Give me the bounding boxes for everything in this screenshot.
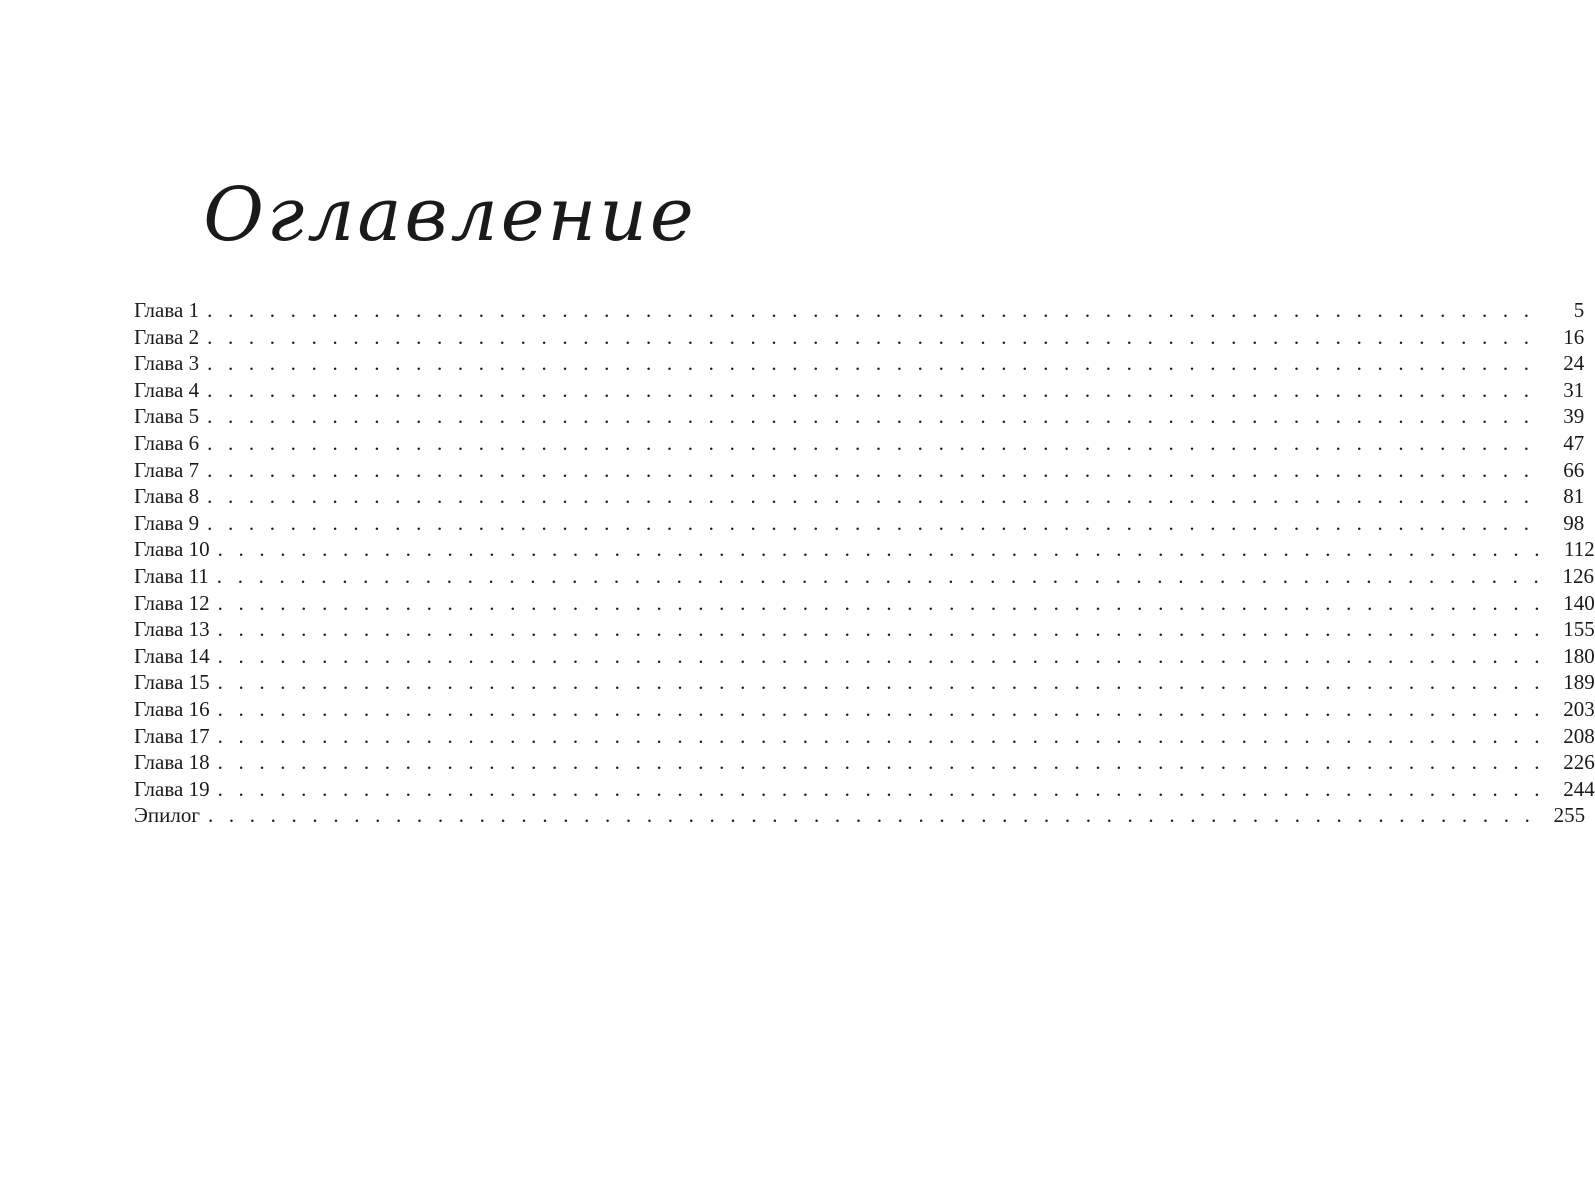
- toc-entry[interactable]: [134, 749, 1595, 776]
- dot-leader: . . . . . . . . . . . . . . . . . . . . . . . . . . . . . . . . . . . . . . . . . . . . . . . . . . . . . . . . . . . . . . . .: [216, 563, 1544, 588]
- toc-entry[interactable]: [134, 536, 1595, 563]
- dot-leader: . . . . . . . . . . . . . . . . . . . . . . . . . . . . . . . . . . . . . . . . . . . . . . . . . . . . . . . . . . . . . . . .: [217, 617, 1545, 642]
- dot-leader: . . . . . . . . . . . . . . . . . . . . . . . . . . . . . . . . . . . . . . . . . . . . . . . . . . . . . . . . . . . . . . . .: [207, 404, 1535, 429]
- dot-leader: . . . . . . . . . . . . . . . . . . . . . . . . . . . . . . . . . . . . . . . . . . . . . . . . . . . . . . . . . . . . . . . .: [207, 377, 1535, 402]
- toc-entry[interactable]: [134, 457, 1585, 484]
- toc-entry[interactable]: [134, 669, 1595, 696]
- toc-entry[interactable]: [134, 802, 1586, 829]
- toc-entry[interactable]: [134, 483, 1585, 510]
- dot-leader: . . . . . . . . . . . . . . . . . . . . . . . . . . . . . . . . . . . . . . . . . . . . . . . . . . . . . . . . . . . . . . . .: [207, 457, 1535, 482]
- toc-entry-page-number: 140: [1563, 590, 1595, 615]
- toc-entry[interactable]: [134, 590, 1595, 617]
- toc-entry-page-number: 112: [1564, 537, 1595, 562]
- toc-entry[interactable]: [134, 403, 1585, 430]
- toc-entry-label: Глава 14: [134, 643, 210, 668]
- toc-entry[interactable]: [134, 510, 1585, 537]
- toc-entry-page-number: 16: [1563, 324, 1585, 349]
- toc-entry-label: Глава 17: [134, 723, 210, 748]
- dot-leader: . . . . . . . . . . . . . . . . . . . . . . . . . . . . . . . . . . . . . . . . . . . . . . . . . . . . . . . . . . . . . . . .: [207, 298, 1535, 322]
- toc-entry-page-number: 31: [1563, 377, 1585, 402]
- toc-entry-label: Глава 15: [134, 670, 210, 695]
- toc-entry[interactable]: [134, 616, 1595, 643]
- page-title: Оглавление: [203, 172, 697, 258]
- toc-entry-label: Глава 9: [134, 510, 200, 535]
- toc-entry[interactable]: [134, 696, 1595, 723]
- dot-leader: . . . . . . . . . . . . . . . . . . . . . . . . . . . . . . . . . . . . . . . . . . . . . . . . . . . . . . . . . . . . . . . .: [207, 803, 1536, 828]
- toc-entry[interactable]: [134, 723, 1595, 750]
- toc-entry-page-number: 155: [1563, 617, 1595, 642]
- toc-entry-label: Глава 7: [134, 457, 200, 482]
- toc-entry-page-number: 189: [1563, 670, 1595, 695]
- dot-leader: . . . . . . . . . . . . . . . . . . . . . . . . . . . . . . . . . . . . . . . . . . . . . . . . . . . . . . . . . . . . . . . .: [217, 776, 1545, 801]
- toc-entry[interactable]: [134, 563, 1594, 590]
- dot-leader: . . . . . . . . . . . . . . . . . . . . . . . . . . . . . . . . . . . . . . . . . . . . . . . . . . . . . . . . . . . . . . . .: [217, 750, 1545, 775]
- toc-entry-label: Глава 10: [134, 537, 210, 562]
- toc-entry[interactable]: [134, 324, 1585, 351]
- toc-entry-label: Глава 1: [134, 298, 200, 322]
- toc-entry-label: Глава 2: [134, 324, 200, 349]
- toc-entry-page-number: 244: [1563, 776, 1595, 801]
- toc-entry-page-number: 255: [1553, 803, 1586, 828]
- toc-entry-page-number: 203: [1563, 696, 1595, 721]
- toc-entry-label: Глава 18: [134, 750, 210, 775]
- toc-entry-label: Глава 12: [134, 590, 210, 615]
- toc-entry-page-number: 39: [1563, 404, 1585, 429]
- toc-entry-page-number: 180: [1563, 643, 1595, 668]
- toc-entry-page-number: 81: [1563, 484, 1585, 509]
- dot-leader: . . . . . . . . . . . . . . . . . . . . . . . . . . . . . . . . . . . . . . . . . . . . . . . . . . . . . . . . . . . . . . . .: [207, 484, 1535, 509]
- toc-entry-label: Глава 5: [134, 404, 200, 429]
- toc-entry-label: Глава 13: [134, 617, 210, 642]
- dot-leader: . . . . . . . . . . . . . . . . . . . . . . . . . . . . . . . . . . . . . . . . . . . . . . . . . . . . . . . . . . . . . . . .: [207, 510, 1535, 535]
- toc-entry[interactable]: [134, 377, 1585, 404]
- toc-entry-page-number: 126: [1562, 563, 1594, 588]
- dot-leader: . . . . . . . . . . . . . . . . . . . . . . . . . . . . . . . . . . . . . . . . . . . . . . . . . . . . . . . . . . . . . . . .: [217, 537, 1545, 562]
- dot-leader: . . . . . . . . . . . . . . . . . . . . . . . . . . . . . . . . . . . . . . . . . . . . . . . . . . . . . . . . . . . . . . . .: [217, 723, 1545, 748]
- toc-entry-page-number: 47: [1563, 430, 1585, 455]
- toc-entry[interactable]: [134, 350, 1585, 377]
- dot-leader: . . . . . . . . . . . . . . . . . . . . . . . . . . . . . . . . . . . . . . . . . . . . . . . . . . . . . . . . . . . . . . . .: [207, 351, 1535, 376]
- toc-entry-label: Эпилог: [134, 803, 200, 828]
- toc-entry[interactable]: [134, 430, 1585, 457]
- dot-leader: . . . . . . . . . . . . . . . . . . . . . . . . . . . . . . . . . . . . . . . . . . . . . . . . . . . . . . . . . . . . . . . .: [217, 643, 1545, 668]
- toc-entry-page-number: 98: [1563, 510, 1585, 535]
- toc-entry-page-number: 66: [1563, 457, 1585, 482]
- table-of-contents: [134, 297, 1595, 829]
- toc-entry-label: Глава 6: [134, 430, 200, 455]
- toc-entry-label: Глава 4: [134, 377, 200, 402]
- dot-leader: . . . . . . . . . . . . . . . . . . . . . . . . . . . . . . . . . . . . . . . . . . . . . . . . . . . . . . . . . . . . . . . .: [217, 696, 1545, 721]
- toc-entry-label: Глава 8: [134, 484, 200, 509]
- toc-entry-page-number: 24: [1563, 351, 1585, 376]
- toc-entry-label: Глава 3: [134, 351, 200, 376]
- dot-leader: . . . . . . . . . . . . . . . . . . . . . . . . . . . . . . . . . . . . . . . . . . . . . . . . . . . . . . . . . . . . . . . .: [207, 324, 1535, 349]
- toc-entry-label: Глава 19: [134, 776, 210, 801]
- toc-entry[interactable]: [134, 776, 1595, 803]
- toc-entry-label: Глава 11: [134, 563, 209, 588]
- toc-entry[interactable]: [134, 643, 1595, 670]
- toc-entry-label: Глава 16: [134, 696, 210, 721]
- toc-entry[interactable]: [134, 297, 1585, 324]
- dot-leader: . . . . . . . . . . . . . . . . . . . . . . . . . . . . . . . . . . . . . . . . . . . . . . . . . . . . . . . . . . . . . . . .: [217, 590, 1545, 615]
- dot-leader: . . . . . . . . . . . . . . . . . . . . . . . . . . . . . . . . . . . . . . . . . . . . . . . . . . . . . . . . . . . . . . . .: [217, 670, 1545, 695]
- toc-entry-page-number: 226: [1563, 750, 1595, 775]
- toc-entry-page-number: 5: [1573, 298, 1585, 322]
- dot-leader: . . . . . . . . . . . . . . . . . . . . . . . . . . . . . . . . . . . . . . . . . . . . . . . . . . . . . . . . . . . . . . . .: [207, 430, 1535, 455]
- toc-entry-page-number: 208: [1563, 723, 1595, 748]
